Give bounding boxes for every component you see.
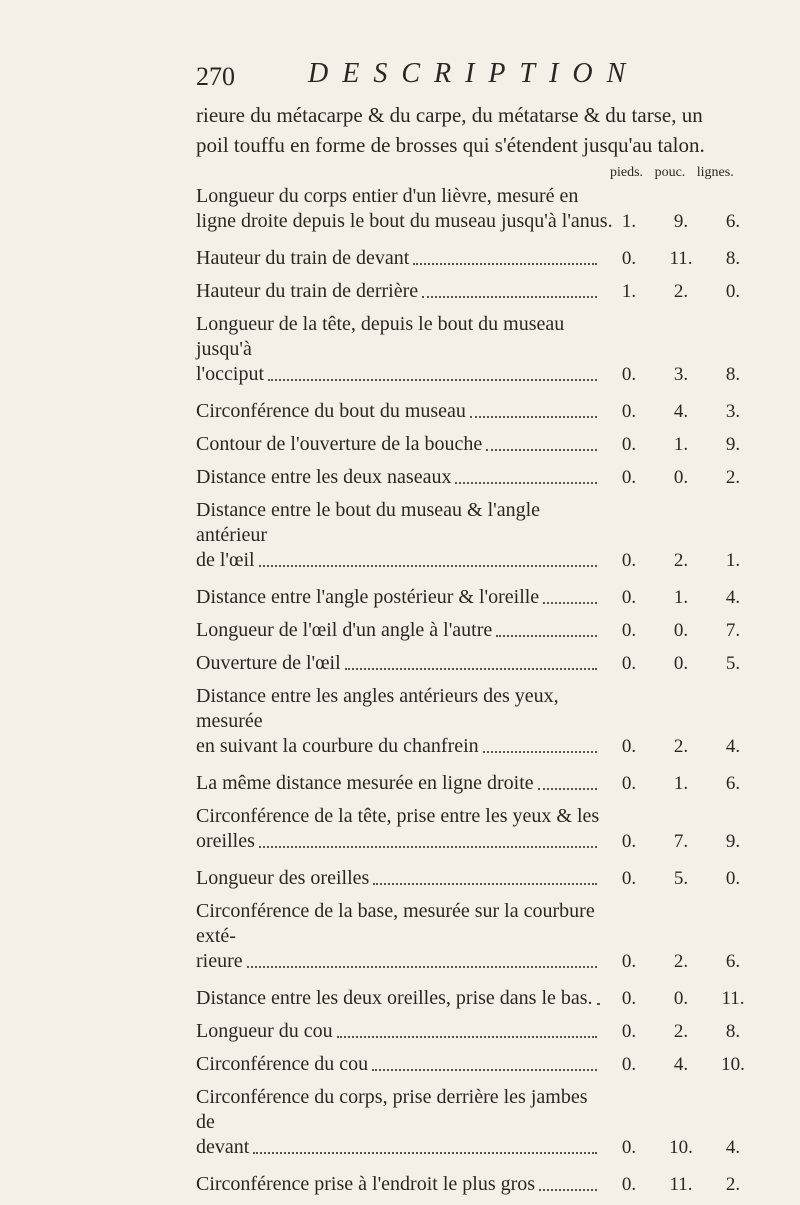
value-lines: 9. — [710, 432, 756, 457]
measurement-values — [606, 1052, 756, 1077]
label-line: Circonférence de la tête, prise entre les yeux & les — [196, 804, 601, 829]
value-feet: 0. — [606, 986, 652, 1011]
label-line: Circonférence du cou — [196, 1052, 368, 1077]
value-feet: 0. — [606, 432, 652, 457]
intro-paragraph — [196, 100, 752, 160]
dot-leader — [496, 635, 597, 637]
dot-leader — [470, 416, 597, 418]
value-feet: 0. — [606, 465, 652, 490]
measurement-values — [606, 651, 756, 676]
measurement-row — [196, 279, 756, 304]
dot-leader — [422, 296, 597, 298]
measurement-row — [196, 498, 756, 573]
value-inches: 1. — [658, 432, 704, 457]
measurement-row — [196, 1172, 756, 1197]
value-lines: 1. — [710, 548, 756, 573]
value-lines: 6. — [710, 949, 756, 974]
measurement-label — [196, 498, 601, 573]
dot-leader — [345, 668, 597, 670]
value-inches: 4. — [658, 399, 704, 424]
value-feet: 1. — [606, 209, 652, 234]
measurement-values — [606, 362, 756, 387]
label-line: l'occiput — [196, 362, 264, 387]
value-feet: 0. — [606, 1019, 652, 1044]
value-feet: 0. — [606, 618, 652, 643]
value-inches: 5. — [658, 866, 704, 891]
measurement-values — [606, 986, 756, 1011]
value-inches: 7. — [658, 829, 704, 854]
value-feet: 0. — [606, 1172, 652, 1197]
measurement-label — [196, 1019, 601, 1044]
measurement-values — [606, 771, 756, 796]
label-line: Circonférence du corps, prise derrière les jambes de — [196, 1085, 601, 1135]
measurement-row — [196, 618, 756, 643]
dot-leader — [337, 1036, 597, 1038]
measurement-row — [196, 986, 756, 1011]
label-line: Circonférence prise à l'endroit le plus gros — [196, 1172, 535, 1197]
dot-leader — [373, 883, 597, 885]
measurement-row — [196, 684, 756, 759]
label-line: de l'œil — [196, 548, 255, 573]
label-line: Longueur du cou — [196, 1019, 333, 1044]
unit-headers — [610, 165, 790, 181]
measurement-values — [606, 949, 756, 974]
measurement-label — [196, 184, 601, 234]
label-line: Longueur des oreilles — [196, 866, 369, 891]
measurement-row — [196, 465, 756, 490]
value-lines: 11. — [710, 986, 756, 1011]
measurement-label — [196, 618, 601, 643]
value-inches: 1. — [658, 585, 704, 610]
value-lines: 3. — [710, 399, 756, 424]
measurement-values — [606, 1172, 756, 1197]
measurement-values — [606, 399, 756, 424]
value-inches: 3. — [658, 362, 704, 387]
label-line: oreilles — [196, 829, 255, 854]
value-lines: 8. — [710, 362, 756, 387]
value-feet: 0. — [606, 585, 652, 610]
measurement-row — [196, 312, 756, 387]
value-feet: 0. — [606, 362, 652, 387]
value-lines: 2. — [710, 1172, 756, 1197]
value-lines: 8. — [710, 1019, 756, 1044]
measurement-label — [196, 312, 601, 387]
dot-leader — [259, 565, 597, 567]
measurement-values — [606, 1135, 756, 1160]
value-inches: 4. — [658, 1052, 704, 1077]
value-lines: 6. — [710, 209, 756, 234]
measurement-values — [606, 209, 756, 234]
label-line: La même distance mesurée en ligne droite — [196, 771, 534, 796]
measurement-values — [606, 866, 756, 891]
value-lines: 10. — [710, 1052, 756, 1077]
label-line: ligne droite depuis le bout du museau jusqu'à l'anus. — [196, 209, 613, 234]
value-inches: 2. — [658, 949, 704, 974]
measurement-label — [196, 585, 601, 610]
measurement-values — [606, 246, 756, 271]
value-feet: 0. — [606, 246, 652, 271]
value-inches: 2. — [658, 1019, 704, 1044]
intro-line: poil touffu en forme de brosses qui s'étendent jusqu'au talon. — [196, 130, 752, 160]
measurement-label — [196, 246, 601, 271]
unit-inches: pouc. — [655, 165, 686, 181]
value-feet: 0. — [606, 949, 652, 974]
dot-leader — [259, 846, 597, 848]
measurement-label — [196, 399, 601, 424]
measurement-row — [196, 1019, 756, 1044]
value-lines: 5. — [710, 651, 756, 676]
measurement-label — [196, 986, 601, 1011]
measurement-values — [606, 279, 756, 304]
value-inches: 0. — [658, 651, 704, 676]
measurement-table — [196, 184, 756, 1205]
measurement-values — [606, 585, 756, 610]
dot-leader — [455, 482, 597, 484]
value-inches: 2. — [658, 548, 704, 573]
dot-leader — [253, 1152, 597, 1154]
value-feet: 0. — [606, 866, 652, 891]
value-lines: 4. — [710, 734, 756, 759]
value-lines: 6. — [710, 771, 756, 796]
dot-leader — [372, 1069, 597, 1071]
dot-leader — [268, 379, 597, 381]
label-line: Circonférence de la base, mesurée sur la courbure exté- — [196, 899, 601, 949]
label-line: devant — [196, 1135, 249, 1160]
label-line: Longueur de la tête, depuis le bout du museau jusqu'à — [196, 312, 601, 362]
measurement-label — [196, 1172, 601, 1197]
measurement-row — [196, 585, 756, 610]
value-feet: 0. — [606, 548, 652, 573]
unit-feet: pieds. — [610, 165, 643, 181]
measurement-row — [196, 399, 756, 424]
dot-leader — [486, 449, 597, 451]
measurement-label — [196, 432, 601, 457]
measurement-values — [606, 465, 756, 490]
value-feet: 0. — [606, 734, 652, 759]
value-lines: 0. — [710, 866, 756, 891]
label-line: Longueur du corps entier d'un lièvre, mesuré en — [196, 184, 601, 209]
measurement-label — [196, 1052, 601, 1077]
label-line: Distance entre les deux oreilles, prise dans le bas. — [196, 986, 593, 1011]
value-inches: 1. — [658, 771, 704, 796]
value-feet: 0. — [606, 399, 652, 424]
label-line: Distance entre l'angle postérieur & l'oreille — [196, 585, 539, 610]
running-title: DESCRIPTION — [308, 58, 639, 90]
label-line: Distance entre les deux naseaux — [196, 465, 451, 490]
measurement-label — [196, 866, 601, 891]
measurement-row — [196, 899, 756, 974]
measurement-label — [196, 279, 601, 304]
value-inches: 2. — [658, 734, 704, 759]
value-inches: 11. — [658, 246, 704, 271]
measurement-label — [196, 771, 601, 796]
measurement-values — [606, 548, 756, 573]
label-line: Hauteur du train de devant — [196, 246, 409, 271]
measurement-row — [196, 432, 756, 457]
label-line: en suivant la courbure du chanfrein — [196, 734, 479, 759]
measurement-label — [196, 684, 601, 759]
measurement-row — [196, 771, 756, 796]
value-inches: 10. — [658, 1135, 704, 1160]
measurement-values — [606, 734, 756, 759]
label-line: Longueur de l'œil d'un angle à l'autre — [196, 618, 492, 643]
value-inches: 2. — [658, 279, 704, 304]
measurement-label — [196, 1085, 601, 1160]
label-line: Ouverture de l'œil — [196, 651, 341, 676]
dot-leader — [413, 263, 597, 265]
measurement-label — [196, 651, 601, 676]
measurement-label — [196, 899, 601, 974]
value-lines: 7. — [710, 618, 756, 643]
dot-leader — [538, 788, 597, 790]
measurement-row — [196, 651, 756, 676]
measurement-row — [196, 1085, 756, 1160]
value-feet: 0. — [606, 1135, 652, 1160]
unit-lines: lignes. — [697, 165, 734, 181]
value-feet: 0. — [606, 771, 652, 796]
value-inches: 9. — [658, 209, 704, 234]
label-line: rieure — [196, 949, 243, 974]
value-inches: 11. — [658, 1172, 704, 1197]
value-feet: 0. — [606, 829, 652, 854]
measurement-row — [196, 246, 756, 271]
measurement-label — [196, 804, 601, 854]
value-lines: 4. — [710, 1135, 756, 1160]
measurement-label — [196, 465, 601, 490]
value-inches: 0. — [658, 465, 704, 490]
measurement-row — [196, 184, 756, 234]
measurement-row — [196, 1052, 756, 1077]
dot-leader — [483, 751, 597, 753]
dot-leader — [543, 602, 597, 604]
value-inches: 0. — [658, 618, 704, 643]
value-lines: 0. — [710, 279, 756, 304]
measurement-row — [196, 866, 756, 891]
measurement-values — [606, 432, 756, 457]
measurement-values — [606, 618, 756, 643]
value-lines: 9. — [710, 829, 756, 854]
dot-leader — [539, 1189, 597, 1191]
value-feet: 1. — [606, 279, 652, 304]
value-feet: 0. — [606, 1052, 652, 1077]
label-line: Distance entre le bout du museau & l'angle antérieur — [196, 498, 601, 548]
intro-line: rieure du métacarpe & du carpe, du métatarse & du tarse, un — [196, 100, 752, 130]
value-lines: 8. — [710, 246, 756, 271]
value-lines: 4. — [710, 585, 756, 610]
dot-leader — [247, 966, 597, 968]
value-inches: 0. — [658, 986, 704, 1011]
measurement-values — [606, 829, 756, 854]
value-lines: 2. — [710, 465, 756, 490]
label-line: Hauteur du train de derrière — [196, 279, 418, 304]
measurement-row — [196, 804, 756, 854]
value-feet: 0. — [606, 651, 652, 676]
page-header — [196, 58, 752, 98]
measurement-values — [606, 1019, 756, 1044]
page-number: 270 — [196, 62, 235, 92]
label-line: Contour de l'ouverture de la bouche — [196, 432, 482, 457]
label-line: Distance entre les angles antérieurs des yeux, mesurée — [196, 684, 601, 734]
label-line: Circonférence du bout du museau — [196, 399, 466, 424]
